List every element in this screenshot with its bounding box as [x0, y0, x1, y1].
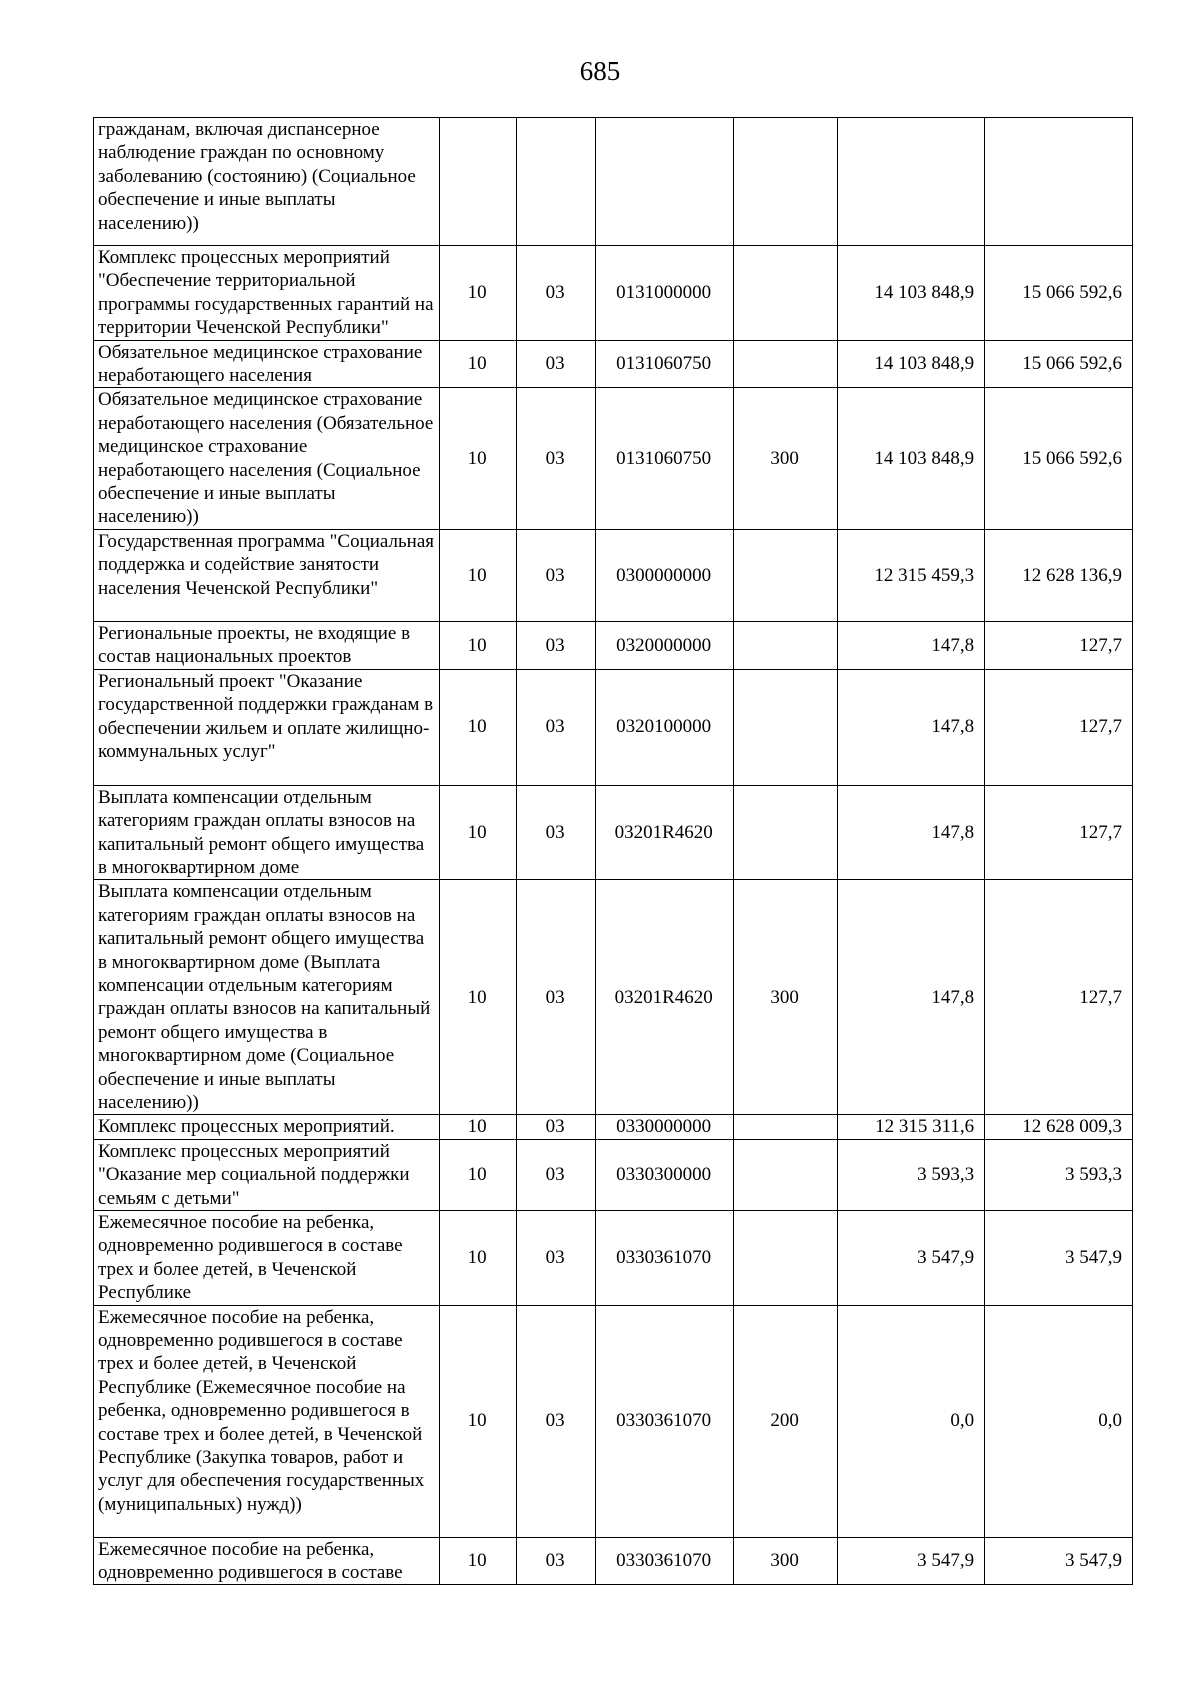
row-name-cell: Региональные проекты, не входящие в состав национальных проектов	[94, 621, 440, 669]
row-section-cell: 10	[440, 1211, 517, 1306]
table-row	[94, 621, 1133, 669]
row-target-article-cell: 0300000000	[596, 529, 733, 621]
row-amount-1-cell	[838, 118, 985, 246]
row-target-article-cell	[596, 118, 733, 246]
row-section-cell: 10	[440, 785, 517, 880]
row-section-cell: 10	[440, 880, 517, 1115]
row-amount-2-cell: 15 066 592,6	[985, 340, 1133, 388]
row-section-cell: 10	[440, 621, 517, 669]
row-name-cell: Комплекс процессных мероприятий.	[94, 1115, 440, 1139]
row-amount-1-cell: 147,8	[838, 785, 985, 880]
row-section-cell: 10	[440, 1139, 517, 1210]
row-target-article-cell: 0131000000	[596, 246, 733, 341]
row-expense-type-cell	[733, 785, 837, 880]
row-section-cell: 10	[440, 669, 517, 785]
row-expense-type-cell: 300	[733, 880, 837, 1115]
row-section-cell: 10	[440, 1115, 517, 1139]
row-subsection-cell: 03	[516, 1305, 596, 1537]
row-amount-2-cell: 0,0	[985, 1305, 1133, 1537]
row-amount-2-cell: 127,7	[985, 669, 1133, 785]
row-expense-type-cell	[733, 1139, 837, 1210]
row-expense-type-cell	[733, 246, 837, 341]
table-row	[94, 669, 1133, 785]
row-amount-1-cell: 147,8	[838, 880, 985, 1115]
row-amount-1-cell: 12 315 311,6	[838, 1115, 985, 1139]
row-amount-2-cell: 3 547,9	[985, 1211, 1133, 1306]
row-name-cell: гражданам, включая диспансерное наблюдение граждан по основному заболеванию (состоянию) (Социальное обеспечение и иные выплаты населению))	[94, 118, 440, 246]
row-amount-2-cell: 127,7	[985, 785, 1133, 880]
row-subsection-cell: 03	[516, 1211, 596, 1306]
row-subsection-cell: 03	[516, 785, 596, 880]
row-amount-1-cell: 12 315 459,3	[838, 529, 985, 621]
row-amount-2-cell: 3 593,3	[985, 1139, 1133, 1210]
table-row	[94, 785, 1133, 880]
row-amount-1-cell: 147,8	[838, 621, 985, 669]
row-expense-type-cell	[733, 118, 837, 246]
table-row	[94, 1305, 1133, 1537]
table-row	[94, 246, 1133, 341]
row-amount-2-cell: 12 628 009,3	[985, 1115, 1133, 1139]
row-name-cell: Обязательное медицинское страхование неработающего населения	[94, 340, 440, 388]
row-amount-1-cell: 147,8	[838, 669, 985, 785]
row-section-cell: 10	[440, 1537, 517, 1585]
row-expense-type-cell	[733, 1115, 837, 1139]
row-subsection-cell: 03	[516, 388, 596, 529]
table-row	[94, 529, 1133, 621]
table-row	[94, 1139, 1133, 1210]
row-section-cell: 10	[440, 529, 517, 621]
row-name-cell: Комплекс процессных мероприятий "Обеспечение территориальной программы государственных гарантий на территории Чеченской Республики"	[94, 246, 440, 341]
table-row	[94, 880, 1133, 1115]
row-amount-1-cell: 14 103 848,9	[838, 340, 985, 388]
row-amount-2-cell: 127,7	[985, 621, 1133, 669]
row-target-article-cell: 0330000000	[596, 1115, 733, 1139]
row-target-article-cell: 0330361070	[596, 1537, 733, 1585]
table-row	[94, 118, 1133, 246]
row-amount-1-cell: 14 103 848,9	[838, 246, 985, 341]
row-expense-type-cell	[733, 1211, 837, 1306]
row-section-cell: 10	[440, 1305, 517, 1537]
row-amount-1-cell: 3 593,3	[838, 1139, 985, 1210]
row-target-article-cell: 03201R4620	[596, 785, 733, 880]
row-target-article-cell: 0131060750	[596, 340, 733, 388]
row-target-article-cell: 03201R4620	[596, 880, 733, 1115]
row-name-cell: Региональный проект "Оказание государственной поддержки гражданам в обеспечении жильем и оплате жилищно-коммунальных услуг"	[94, 669, 440, 785]
row-subsection-cell: 03	[516, 669, 596, 785]
row-amount-2-cell: 3 547,9	[985, 1537, 1133, 1585]
row-expense-type-cell	[733, 621, 837, 669]
row-amount-2-cell: 15 066 592,6	[985, 246, 1133, 341]
row-name-cell: Комплекс процессных мероприятий "Оказание мер социальной поддержки семьям с детьми"	[94, 1139, 440, 1210]
row-section-cell: 10	[440, 340, 517, 388]
row-expense-type-cell: 200	[733, 1305, 837, 1537]
row-amount-1-cell: 3 547,9	[838, 1211, 985, 1306]
row-section-cell: 10	[440, 388, 517, 529]
table-body	[94, 118, 1133, 1585]
row-subsection-cell: 03	[516, 880, 596, 1115]
row-amount-2-cell: 12 628 136,9	[985, 529, 1133, 621]
row-subsection-cell: 03	[516, 1139, 596, 1210]
row-amount-1-cell: 14 103 848,9	[838, 388, 985, 529]
row-name-cell: Ежемесячное пособие на ребенка, одновременно родившегося в составе трех и более детей, в Чеченской Республике (Ежемесячное пособие на ребенка, одновременно родившегося в составе трех и более детей, в Чеченской Республике (Закупка товаров, работ и услуг для обеспечения государственных (муниципальных) нужд))	[94, 1305, 440, 1537]
row-subsection-cell: 03	[516, 340, 596, 388]
row-subsection-cell: 03	[516, 246, 596, 341]
row-name-cell: Государственная программа "Социальная поддержка и содействие занятости населения Чеченской Республики"	[94, 529, 440, 621]
row-amount-2-cell: 127,7	[985, 880, 1133, 1115]
table-row	[94, 1115, 1133, 1139]
row-expense-type-cell	[733, 340, 837, 388]
row-expense-type-cell	[733, 529, 837, 621]
row-name-cell: Выплата компенсации отдельным категориям граждан оплаты взносов на капитальный ремонт общего имущества в многоквартирном доме	[94, 785, 440, 880]
row-target-article-cell: 0131060750	[596, 388, 733, 529]
row-amount-2-cell	[985, 118, 1133, 246]
page-number: 685	[579, 56, 621, 86]
row-section-cell	[440, 118, 517, 246]
row-amount-2-cell: 15 066 592,6	[985, 388, 1133, 529]
row-subsection-cell: 03	[516, 1115, 596, 1139]
row-subsection-cell: 03	[516, 1537, 596, 1585]
row-target-article-cell: 0330361070	[596, 1305, 733, 1537]
budget-table	[93, 117, 1133, 1585]
row-target-article-cell: 0320000000	[596, 621, 733, 669]
row-target-article-cell: 0330300000	[596, 1139, 733, 1210]
row-amount-1-cell: 3 547,9	[838, 1537, 985, 1585]
row-subsection-cell: 03	[516, 621, 596, 669]
row-name-cell: Выплата компенсации отдельным категориям граждан оплаты взносов на капитальный ремонт общего имущества в многоквартирном доме (Выплата компенсации отдельным категориям граждан оплаты взносов на капитальный ремонт общего имущества в многоквартирном доме (Социальное обеспечение и иные выплаты населению))	[94, 880, 440, 1115]
row-amount-1-cell: 0,0	[838, 1305, 985, 1537]
row-name-cell: Ежемесячное пособие на ребенка, одновременно родившегося в составе	[94, 1537, 440, 1585]
row-name-cell: Ежемесячное пособие на ребенка, одновременно родившегося в составе трех и более детей, в Чеченской Республике	[94, 1211, 440, 1306]
row-expense-type-cell	[733, 669, 837, 785]
table-row	[94, 340, 1133, 388]
row-expense-type-cell: 300	[733, 388, 837, 529]
row-subsection-cell: 03	[516, 529, 596, 621]
table-row	[94, 1537, 1133, 1585]
row-name-cell: Обязательное медицинское страхование неработающего населения (Обязательное медицинское страхование неработающего населения (Социальное обеспечение и иные выплаты населению))	[94, 388, 440, 529]
row-subsection-cell	[516, 118, 596, 246]
row-section-cell: 10	[440, 246, 517, 341]
table-row	[94, 1211, 1133, 1306]
row-target-article-cell: 0320100000	[596, 669, 733, 785]
table-row	[94, 388, 1133, 529]
row-expense-type-cell: 300	[733, 1537, 837, 1585]
row-target-article-cell: 0330361070	[596, 1211, 733, 1306]
